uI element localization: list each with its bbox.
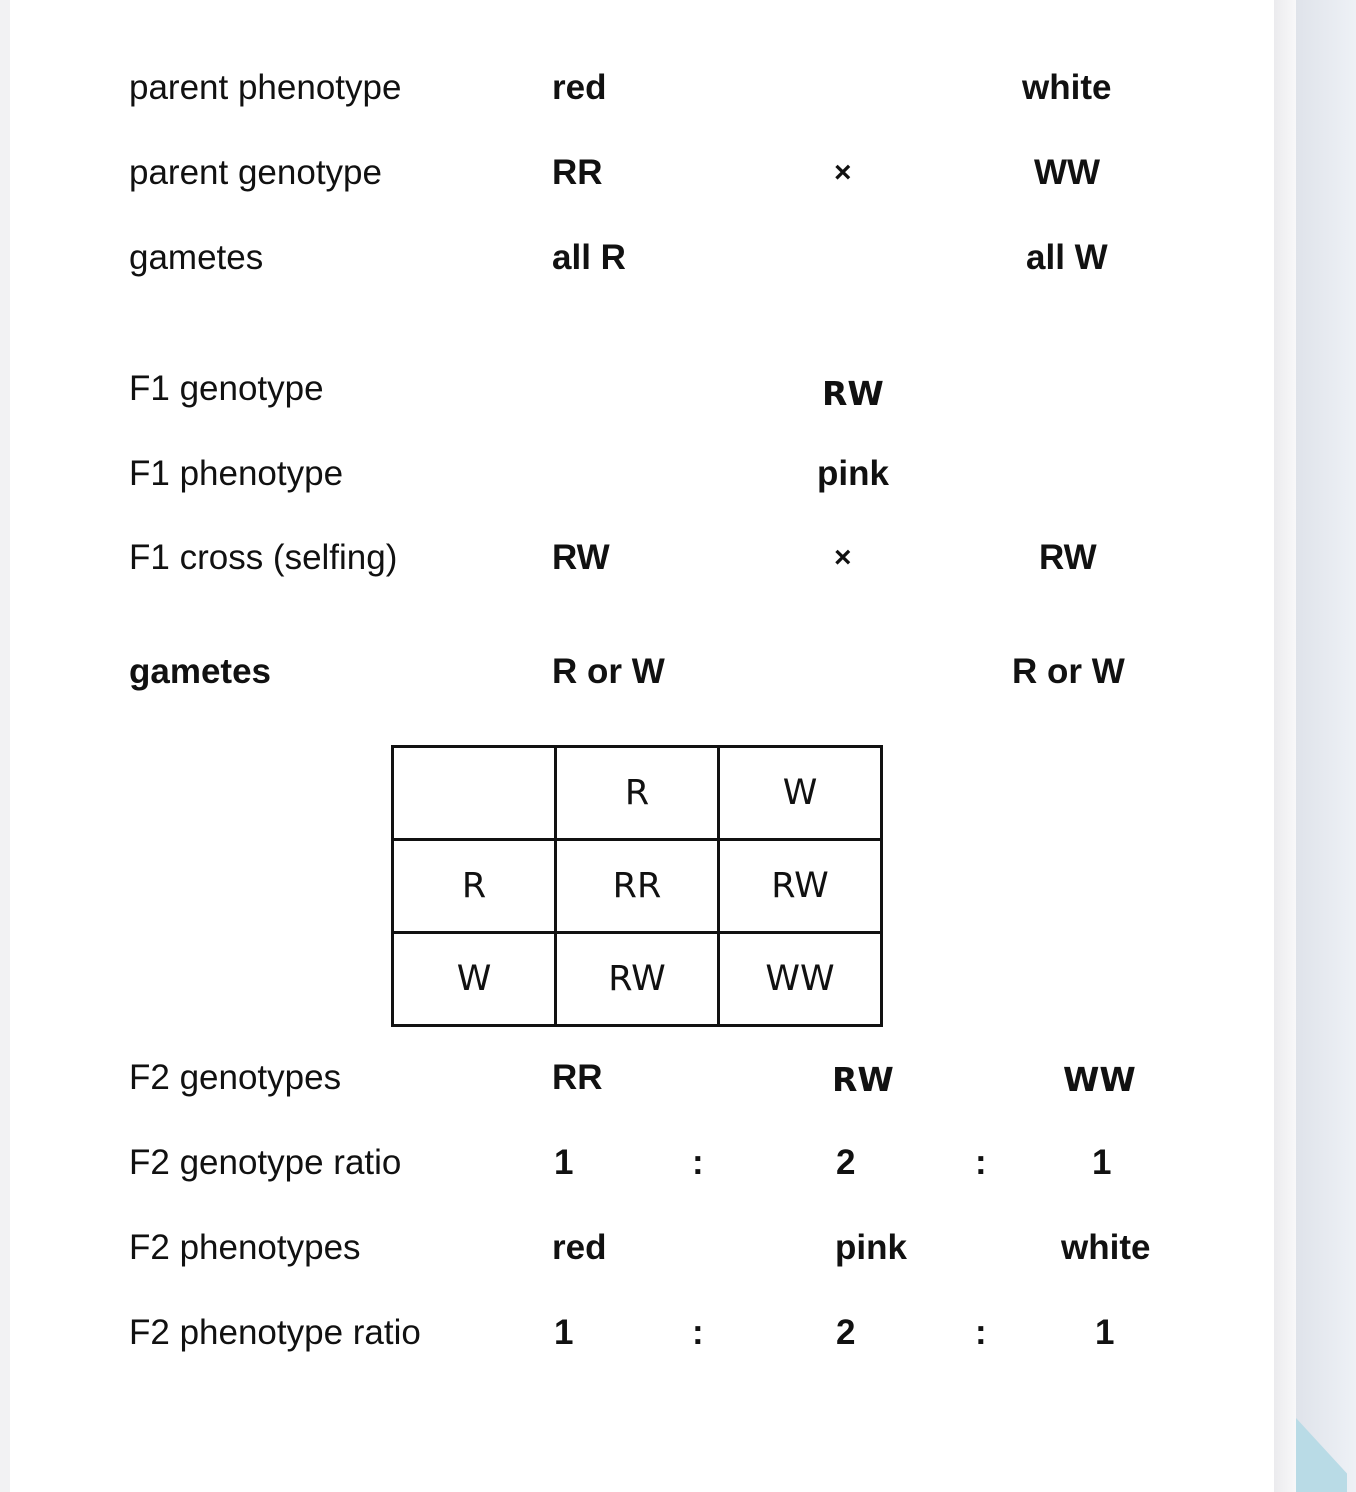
gametes-left: all R	[552, 238, 626, 277]
f2-genotype-ratio-2: 2	[836, 1143, 856, 1182]
f2-genotype-1: RR	[552, 1058, 603, 1097]
label-gametes: gametes	[129, 238, 264, 277]
left-margin	[0, 0, 10, 1492]
gametes-right: all W	[1026, 238, 1108, 277]
f2-phenotype-ratio-1: 1	[554, 1313, 574, 1352]
label-f2-genotypes: F2 genotypes	[129, 1058, 342, 1097]
right-background	[1296, 0, 1356, 1492]
f1-cross-left: RW	[552, 538, 610, 577]
label-f2-genotype-ratio: F2 genotype ratio	[129, 1143, 402, 1182]
label-f1-genotype: F1 genotype	[129, 369, 324, 408]
label-parent-genotype: parent genotype	[129, 153, 382, 192]
parent-genotype-right: WW	[1034, 153, 1101, 192]
f1-gametes-left: R or W	[552, 652, 665, 691]
ratio-separator: :	[692, 1313, 704, 1352]
punnett-square	[391, 745, 883, 1027]
punnett-row-header: R	[393, 840, 556, 933]
punnett-header-row	[393, 747, 882, 840]
parent-phenotype-left: red	[552, 68, 607, 107]
f1-phenotype-value: pink	[817, 454, 889, 493]
f2-phenotype-ratio-3: 1	[1095, 1313, 1115, 1352]
punnett-row-header: W	[393, 933, 556, 1026]
punnett-corner-cell	[393, 747, 556, 840]
f1-genotype-value: RW	[822, 374, 884, 413]
parent-genotype-left: RR	[552, 153, 603, 192]
f2-phenotype-3: white	[1061, 1228, 1151, 1267]
f1-gametes-right: R or W	[1012, 652, 1125, 691]
cross-icon: ×	[834, 541, 852, 574]
f2-genotype-ratio-1: 1	[554, 1143, 574, 1182]
punnett-header-cell: W	[719, 747, 882, 840]
ratio-separator: :	[975, 1313, 987, 1352]
f2-genotype-3: WW	[1063, 1060, 1136, 1099]
ratio-separator: :	[692, 1143, 704, 1182]
punnett-row	[393, 840, 882, 933]
ratio-separator: :	[975, 1143, 987, 1182]
label-f1-phenotype: F1 phenotype	[129, 454, 344, 493]
f2-phenotype-ratio-2: 2	[836, 1313, 856, 1352]
f1-cross-right: RW	[1039, 538, 1097, 577]
f2-phenotype-2: pink	[835, 1228, 907, 1267]
label-parent-phenotype: parent phenotype	[129, 68, 402, 107]
f2-genotype-ratio-3: 1	[1092, 1143, 1112, 1182]
punnett-cell: WW	[719, 933, 882, 1026]
label-f1-gametes: gametes	[129, 652, 272, 691]
punnett-header-cell: R	[556, 747, 719, 840]
page-edge	[1274, 0, 1296, 1492]
label-f2-phenotype-ratio: F2 phenotype ratio	[129, 1313, 421, 1352]
punnett-row	[393, 933, 882, 1026]
punnett-cell: RR	[556, 840, 719, 933]
label-f2-phenotypes: F2 phenotypes	[129, 1228, 361, 1267]
f2-genotype-2: RW	[832, 1060, 894, 1099]
label-f1-cross: F1 cross (selfing)	[129, 538, 398, 577]
punnett-cell: RW	[719, 840, 882, 933]
punnett-cell: RW	[556, 933, 719, 1026]
cross-icon: ×	[834, 156, 852, 189]
f2-phenotype-1: red	[552, 1228, 607, 1267]
parent-phenotype-right: white	[1022, 68, 1112, 107]
